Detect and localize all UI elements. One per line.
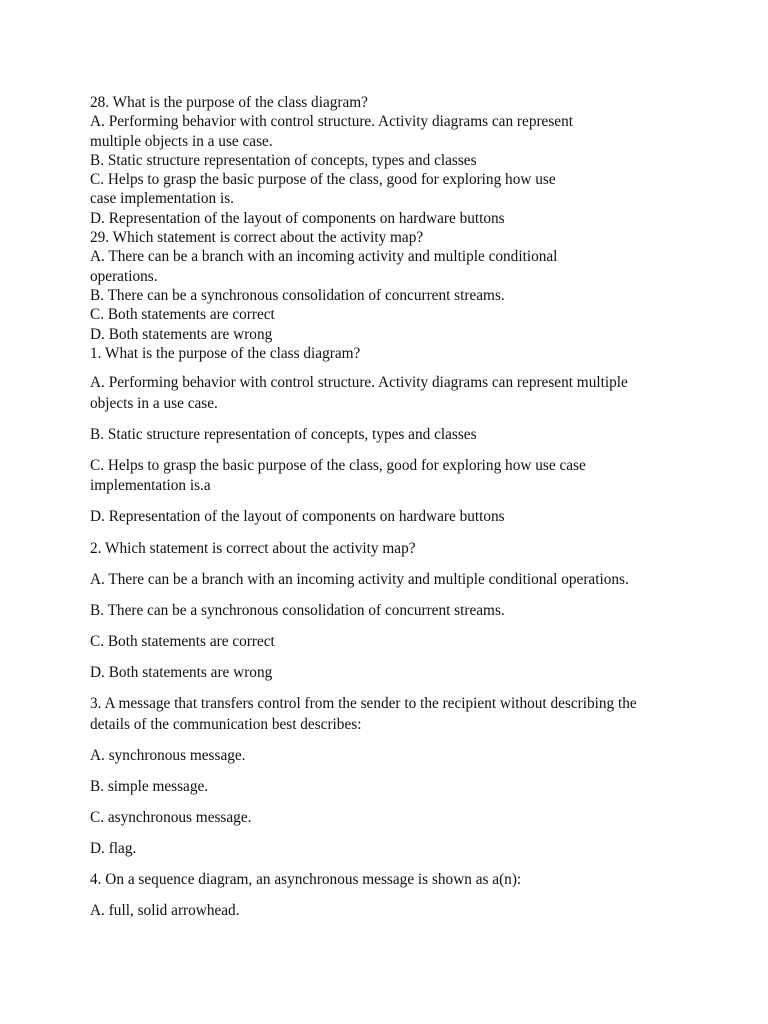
text-line: operations. — [90, 267, 158, 285]
text-line: A. full, solid arrowhead. — [90, 902, 240, 920]
text-line: B. simple message. — [90, 777, 209, 795]
text-line: multiple objects in a use case. — [90, 132, 273, 150]
text-line: D. Both statements are wrong — [90, 663, 273, 681]
text-line: B. Static structure representation of concepts, types and classes — [90, 425, 477, 443]
text-line: A. synchronous message. — [90, 746, 246, 764]
text-line: 3. A message that transfers control from the sender to the recipient without describing the — [90, 695, 637, 712]
text-line: D. Representation of the layout of components on hardware buttons — [90, 209, 505, 227]
paragraph — [90, 694, 690, 735]
text-line: B. There can be a synchronous consolidation of concurrent streams. — [90, 286, 505, 304]
text-line: objects in a use case. — [90, 394, 218, 412]
paragraph — [90, 601, 690, 622]
spaced-question-block — [90, 373, 690, 921]
text-line: D. Representation of the layout of components on hardware buttons — [90, 508, 505, 526]
text-line: case implementation is. — [90, 190, 235, 208]
text-line: C. Both statements are correct — [90, 632, 275, 650]
paragraph — [90, 507, 690, 528]
paragraph — [90, 777, 690, 798]
text-line: 4. On a sequence diagram, an asynchronous message is shown as a(n): — [90, 870, 522, 888]
document-page — [90, 93, 690, 932]
text-line: A. Performing behavior with control structure. Activity diagrams can represent multiple — [90, 374, 628, 392]
paragraph — [90, 425, 690, 446]
compact-question-block — [90, 93, 690, 363]
text-line: A. Performing behavior with control structure. Activity diagrams can represent — [90, 113, 573, 131]
paragraph — [90, 663, 690, 684]
text-line: implementation is.a — [90, 477, 211, 495]
paragraph — [90, 570, 690, 591]
text-line: D. flag. — [90, 839, 137, 857]
text-line: A. There can be a branch with an incoming activity and multiple conditional — [90, 248, 558, 266]
text-line: 29. Which statement is correct about the activity map? — [90, 229, 424, 247]
paragraph — [90, 901, 690, 922]
text-line: details of the communication best describes: — [90, 715, 362, 733]
text-line: 1. What is the purpose of the class diagram? — [90, 344, 361, 362]
text-line: A. There can be a branch with an incoming activity and multiple conditional operations. — [90, 570, 629, 588]
paragraph — [90, 808, 690, 829]
text-line: C. Helps to grasp the basic purpose of the class, good for exploring how use — [90, 171, 556, 189]
paragraph — [90, 373, 690, 414]
paragraph — [90, 746, 690, 767]
paragraph — [90, 632, 690, 653]
paragraph — [90, 839, 690, 860]
text-line: B. Static structure representation of concepts, types and classes — [90, 151, 477, 169]
text-line: C. Helps to grasp the basic purpose of the class, good for exploring how use case — [90, 456, 586, 474]
text-line: 2. Which statement is correct about the activity map? — [90, 539, 416, 557]
text-line: 28. What is the purpose of the class diagram? — [90, 94, 368, 111]
text-line: B. There can be a synchronous consolidation of concurrent streams. — [90, 601, 505, 619]
text-line: C. Both statements are correct — [90, 306, 275, 324]
text-line: D. Both statements are wrong — [90, 325, 273, 343]
paragraph — [90, 539, 690, 560]
paragraph — [90, 456, 690, 497]
text-line: C. asynchronous message. — [90, 808, 252, 826]
paragraph — [90, 870, 690, 891]
